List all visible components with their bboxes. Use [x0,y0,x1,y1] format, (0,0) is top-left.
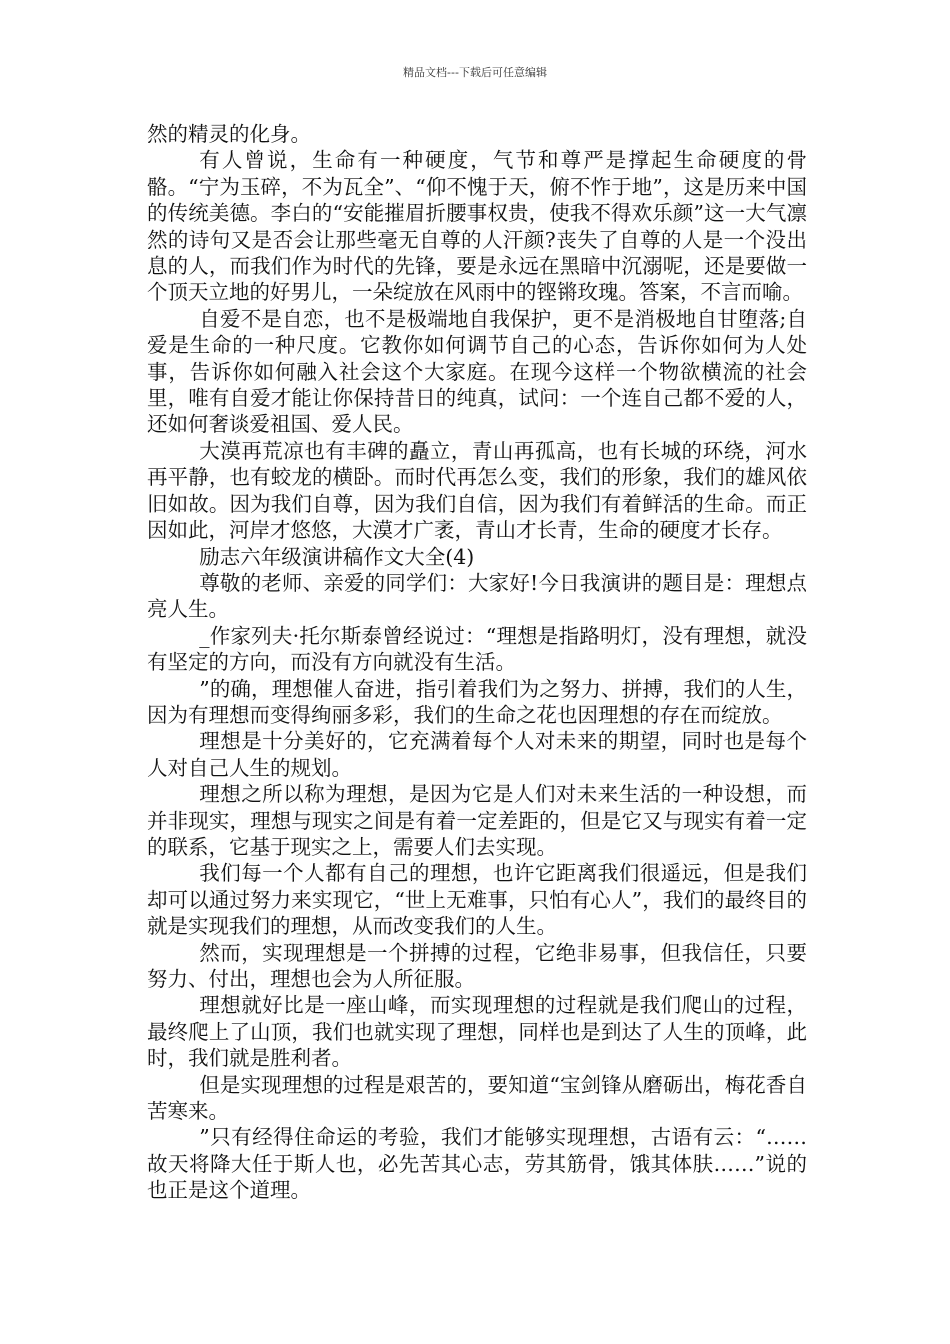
paragraph: 有人曾说，生命有一种硬度，气节和尊严是撑起生命硬度的骨骼。“宁为玉碎，不为瓦全”、“仰不愧于天，俯不怍于地”，这是历来中国的传统美德。李白的“安能摧眉折腰事权贵，使我不得欢乐颜”这一大气凛然的诗句又是否会让那些毫无自尊的人汗颜?丧失了自尊的人是一个没出息的人，而我们作为时代的先锋，要是永远在黑暗中沉溺呢，还是要做一个顶天立地的好男儿，一朵绽放在风雨中的铿锵玫瑰。答案，不言而喻。 [147,148,807,305]
paragraph: 我们每一个人都有自己的理想，也许它距离我们很遥远，但是我们却可以通过努力来实现它，“世上无难事，只怕有心人”，我们的最终目的就是实现我们的理想，从而改变我们的人生。 [147,861,807,939]
paragraph: _作家列夫·托尔斯泰曾经说过：“理想是指路明灯，没有理想，就没有坚定的方向，而没有方向就没有生活。 [147,623,807,675]
paragraph: 然的精灵的化身。 [147,122,311,146]
paragraph: 理想就好比是一座山峰，而实现理想的过程就是我们爬山的过程，最终爬上了山顶，我们也就实现了理想，同样也是到达了人生的顶峰，此时，我们就是胜利者。 [147,993,807,1071]
paragraph: 但是实现理想的过程是艰苦的，要知道“宝剑锋从磨砺出，梅花香自苦寒来。 [147,1072,807,1124]
section-title: 励志六年级演讲稿作文大全(4) [199,544,475,569]
paragraph: ”只有经得住命运的考验，我们才能够实现理想，古语有云：“……故天将降大任于斯人也，必先苦其心志，劳其筋骨，饿其体肤……”说的也正是这个道理。 [147,1125,807,1203]
paragraph: 理想之所以称为理想，是因为它是人们对未来生活的一种设想，而并非现实，理想与现实之间是有着一定差距的，但是它又与现实有着一定的联系，它基于现实之上，需要人们去实现。 [147,782,807,859]
paragraph: 大漠再荒凉也有丰碑的矗立，青山再孤高，也有长城的环绕，河水再平静，也有蛟龙的横卧。而时代再怎么变，我们的形象，我们的雄风依旧如故。因为我们自尊，因为我们自信，因为我们有着鲜活的生命。而正因如此，河岸才悠悠，大漠才广袤，青山才长青，生命的硬度才长存。 [147,438,807,543]
paragraph: 理想是十分美好的，它充满着每个人对未来的期望，同时也是每个人对自己人生的规划。 [147,729,807,780]
paragraph: 尊敬的老师、亲爱的同学们：大家好!今日我演讲的题目是：理想点亮人生。 [147,570,807,622]
paragraph: 然而，实现理想是一个拼搏的过程，它绝非易事，但我信任，只要努力、付出，理想也会为人所征服。 [147,940,807,991]
paragraph: 自爱不是自恋，也不是极端地自我保护，更不是消极地自甘堕落;自爱是生命的一种尺度。它教你如何调节自己的心态，告诉你如何为人处事，告诉你如何融入社会这个大家庭。在现今这样一个物欲横流的社会里，唯有自爱才能让你保持昔日的纯真，试问：一个连自己都不爱的人，还如何奢谈爱祖国、爱人民。 [147,306,807,437]
page-header: 精品文档---下载后可任意编辑 [403,66,547,79]
document-body [147,121,807,1204]
paragraph: ”的确，理想催人奋进，指引着我们为之努力、拼搏，我们的人生，因为有理想而变得绚丽多彩，我们的生命之花也因理想的存在而绽放。 [147,676,807,727]
